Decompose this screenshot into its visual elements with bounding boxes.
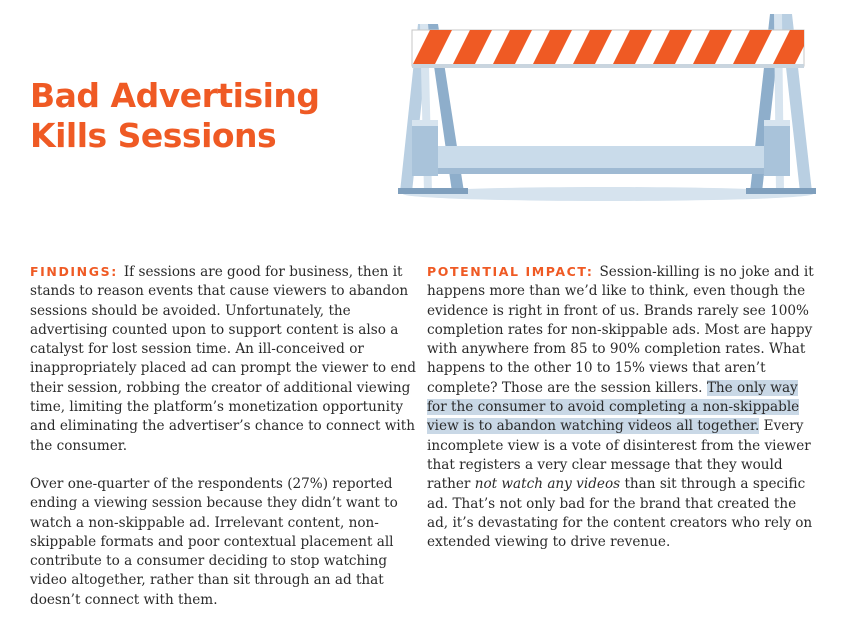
- findings-label: FINDINGS:: [30, 264, 118, 279]
- impact-italic: not watch any videos: [474, 476, 621, 493]
- title-line-2: Kills Sessions: [30, 116, 277, 155]
- road-barricade-icon: [398, 8, 818, 208]
- impact-text-2: Every incomplete view is a vote of disinterest from the viewer that registers a very clear message that they would rather: [427, 418, 811, 493]
- impact-label: POTENTIAL IMPACT:: [427, 264, 594, 279]
- respondents-paragraph: Over one-quarter of the respondents (27%) reported ending a viewing session because they didn’t want to watch a non-skippable ad. Irrelevant content, non-skippable formats and poor contextual placement all contribute to a consumer deciding to stop watching video altogether, rather than sit through an ad that doesn’t connect with them.: [30, 475, 398, 608]
- findings-column: [30, 262, 418, 629]
- impact-text-1: Session-killing is no joke and it happens more than we’d like to think, even though the evidence is right in front of us. Brands rarely see 100% completion rates for non-skippable ads. Most are happy with anywhere from 85 to 90% completion rates. What happens to the other 10 to 15% views that aren’t complete? Those are the session killers.: [427, 264, 814, 396]
- impact-paragraph: [427, 262, 815, 552]
- highlighted-text[interactable]: The only way for the consumer to avoid completing a non-skippable view is to abandon watching videos all together.: [427, 379, 800, 435]
- page-title: [30, 76, 320, 156]
- impact-column: [427, 262, 815, 571]
- title-line-1: Bad Advertising: [30, 76, 320, 115]
- impact-text-3: than sit through a specific ad. That’s not only bad for the brand that created the ad, it’s devastating for the content creators who rely on extended viewing to drive revenue.: [427, 476, 813, 551]
- findings-paragraph: [30, 262, 418, 456]
- findings-text: If sessions are good for business, then it stands to reason events that cause viewers to abandon sessions should be avoided. Unfortunately, the advertising counted upon to support content is also a catalyst for lost session time. An ill-conceived or inappropriately placed ad can prompt the viewer to end their session, robbing the creator of additional viewing time, limiting the platform’s monetization opportunity and eliminating the advertiser’s chance to connect with the consumer.: [30, 264, 416, 454]
